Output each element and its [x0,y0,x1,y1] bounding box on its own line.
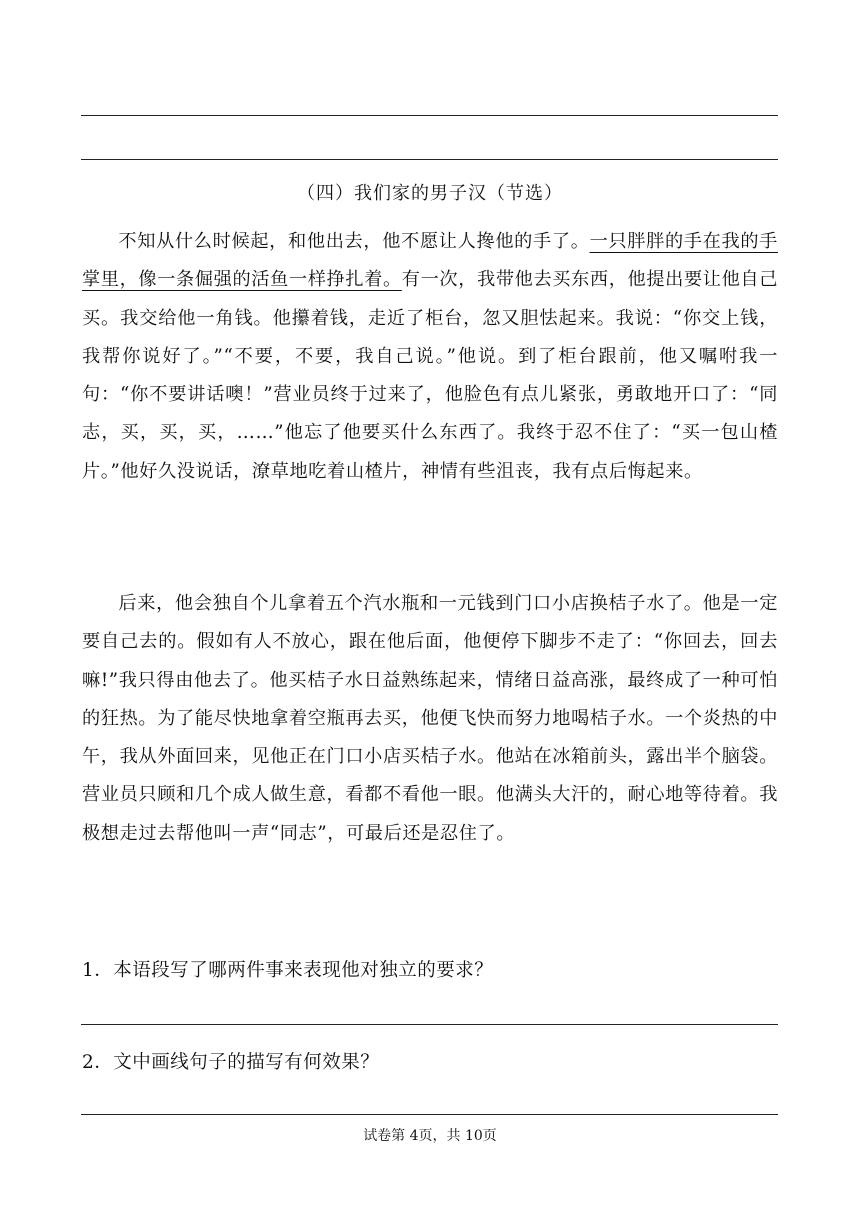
answer-line-q2 [81,1114,778,1115]
question-2: 2．文中画线句子的描写有何效果？ [82,1052,380,1073]
page-footer: 试卷第 4页，共 10页 [363,1128,497,1144]
answer-line-top-2 [81,159,778,160]
paragraph-1 [82,223,778,491]
answer-line-q1 [81,1024,778,1025]
question-1: 1．本语段写了哪两件事来表现他对独立的要求？ [82,960,494,981]
passage-title: （四）我们家的男子汉（节选） [297,183,563,204]
answer-line-top-1 [81,115,778,116]
underlined-sentence: 一只胖胖的手在我的手掌里，像一条倔强的活鱼一样挣扎着。 [82,231,778,291]
paragraph-1-end: 有一次，我带他去买东西，他提出要让他自己买。我交给他一角钱。他攥着钱，走近了柜台，忽又胆怯起来。我说：“你交上钱，我帮你说好了。”“不要，不要，我自己说。”他说。到了柜台跟前，他又嘱咐我一句：“你不要讲话噢！”营业员终于过来了，他脸色有点儿紧张，勇敢地开口了：“同志，买，买，买，……”他忘了他要买什么东西了。我终于忍不住了：“买一包山楂片。”他好久没说话，潦草地吃着山楂片，神情有些沮丧，我有点后悔起来。 [82,269,778,482]
paragraph-1-start: 不知从什么时候起，和他出去，他不愿让人搀他的手了。 [118,231,590,252]
paragraph-2: 后来，他会独自个儿拿着五个汽水瓶和一元钱到门口小店换桔子水了。他是一定要自己去的。假如有人不放心，跟在他后面，他便停下脚步不走了：“你回去，回去嘛!”我只得由他去了。他买桔子水日益熟练起来，情绪日益高涨，最终成了一种可怕的狂热。为了能尽快地拿着空瓶再去买，他便飞快而努力地喝桔子水。一个炎热的中午，我从外面回来，见他正在门口小店买桔子水。他站在冰箱前头，露出半个脑袋。营业员只顾和几个成人做生意，看都不看他一眼。他满头大汗的，耐心地等待着。我极想走过去帮他叫一声“同志”，可最后还是忍住了。 [82,593,778,844]
